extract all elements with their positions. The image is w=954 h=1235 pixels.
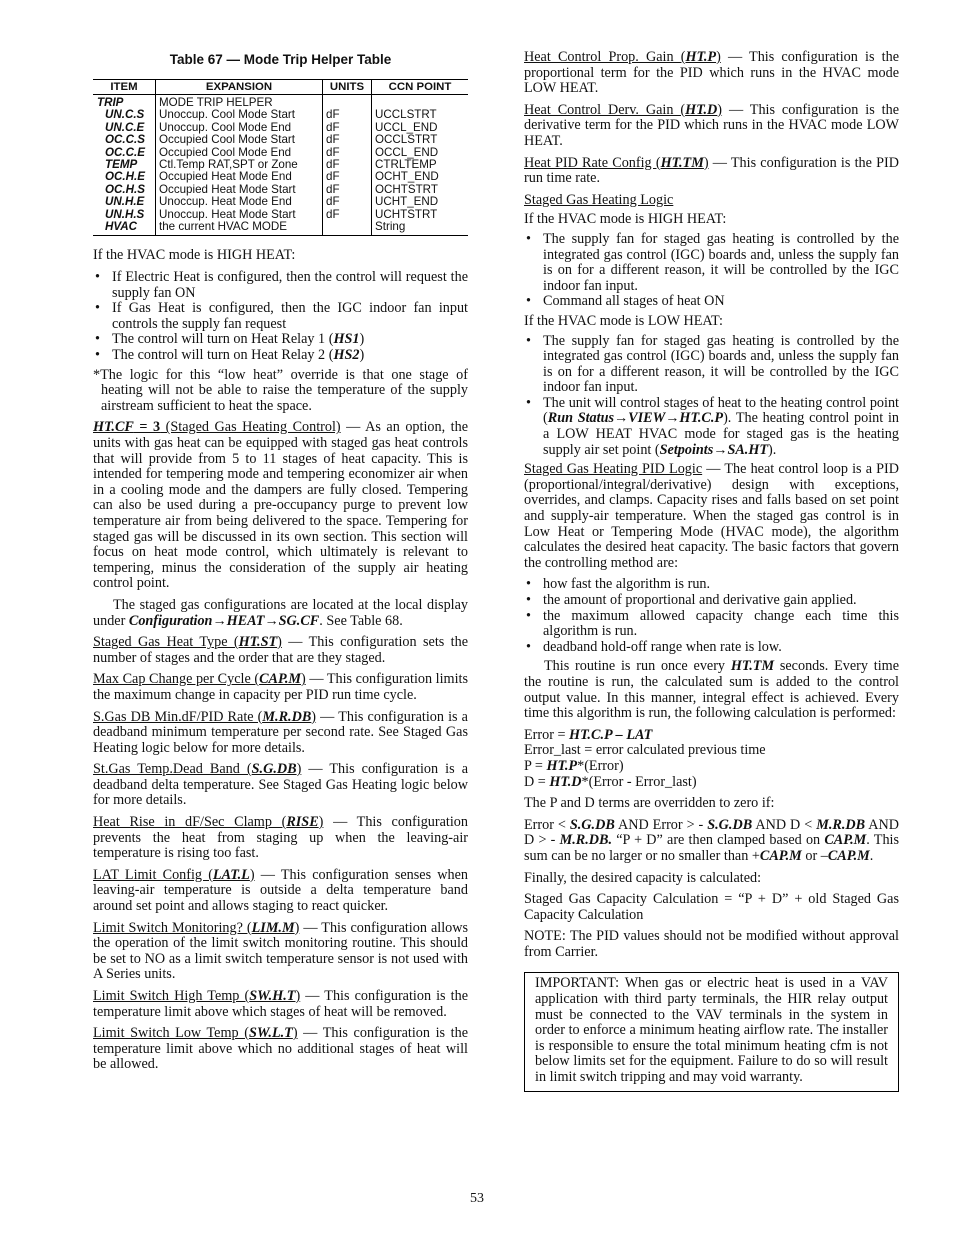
list-item: • how fast the algorithm is run.	[524, 577, 899, 593]
config-definition: Limit Switch Low Temp (SW.L.T) — This configuration is the temperature limit above which no additional stages of heat will be allowed.	[93, 1025, 468, 1073]
right-high-heat-intro: If the HVAC mode is HIGH HEAT:	[524, 211, 727, 228]
capacity-paragraph: Staged Gas Capacity Calculation = “P + D” + old Staged Gas Capacity Calculation	[524, 891, 899, 923]
note-paragraph: NOTE: The PID values should not be modified without approval from Carrier.	[524, 928, 899, 960]
list-item: • The supply fan for staged gas heating is controlled by the integrated gas control (IGC) boards and, unless the supply fan is on for a different reason, it will be controlled by the IGC indoor fan input.	[524, 334, 899, 396]
list-item: • Command all stages of heat ON	[524, 294, 899, 310]
mode-trip-table	[93, 79, 468, 237]
col-ccn-point: CCN POINT	[372, 79, 469, 94]
right-high-heat-list	[524, 232, 899, 310]
override-paragraph: Error < S.G.DB AND Error > - S.G.DB AND D < M.R.DB AND D > - M.R.DB. “P + D” are then clamped based on CAP.M. This sum can be no larger or no smaller than +CAP.M or –CAP.M.	[524, 816, 900, 864]
list-item: • The control will turn on Heat Relay 1 (HS1)	[93, 332, 468, 348]
list-item: • The supply fan for staged gas heating is controlled by the integrated gas control (IGC) boards and, unless the supply fan is on for a different reason, it will be controlled by the IGC indoor fan input.	[524, 232, 899, 294]
high-heat-intro: If the HVAC mode is HIGH HEAT:	[93, 247, 296, 264]
table-row: OC.C.S Occupied Cool Mode Start dF OCCLSTRT	[93, 134, 468, 146]
col-units: UNITS	[323, 79, 372, 94]
config-definition: Heat PID Rate Config (HT.TM) — This configuration is the PID run time rate.	[524, 154, 899, 187]
table-row: OC.H.S Occupied Heat Mode Start dF OCHTSTRT	[93, 184, 468, 196]
table-row: OC.C.E Occupied Cool Mode End dF OCCL_END	[93, 147, 468, 159]
config-definition: Staged Gas Heat Type (HT.ST) — This configuration sets the number of stages and the order that are they staged.	[93, 634, 468, 666]
config-definition: Limit Switch High Temp (SW.H.T) — This configuration is the temperature limit above which stages of heat will be removed.	[93, 988, 468, 1020]
table-row: HVAC the current HVAC MODE String	[93, 221, 468, 236]
list-item: • the maximum allowed capacity change each time this algorithm is run.	[524, 609, 899, 640]
important-notice-box	[524, 972, 899, 1091]
staged-gas-heading: Staged Gas Heating Logic	[524, 191, 674, 208]
htcf-paragraph: HT.CF = 3 (Staged Gas Heating Control) — As an option, the units with gas heat can be equipped with staged gas heat controls that will provide from 5 to 11 stages of heat capacity. This is intended for tempering mode and tempering economizer air when in a cooling mode and the dampers are fully closed. Tempering can also be used during a pre-occupancy purge to prevent low temperature air from being delivered to the space. Tempering for staged gas will be discussed in its own section. This section will focus on heat mode control, which ultimately is relevant to tempering, minus the consideration of the supply air heating control point.	[93, 419, 468, 592]
override-intro: The P and D terms are overridden to zero if:	[524, 795, 775, 812]
config-definition: Heat Control Derv. Gain (HT.D) — This configuration is the derivative term for the PID which runs in the HVAC mode LOW HEAT.	[524, 101, 899, 149]
config-definition: S.Gas DB Min.dF/PID Rate (M.R.DB) — This configuration is a deadband minimum temperature per second rate. See Staged Gas Heating logic below for more details.	[93, 708, 468, 756]
pid-factor-list	[524, 577, 899, 655]
page-number: 53	[470, 1191, 484, 1206]
config-definition: Heat Rise in dF/Sec Clamp (RISE) — This configuration prevents the heat from staging up when the leaving-air temperature is rising too fast.	[93, 814, 468, 862]
list-item: • If Electric Heat is configured, then the control will request the supply fan ON	[93, 270, 468, 301]
config-definition: St.Gas Temp.Dead Band (S.G.DB) — This configuration is a deadband delta temperature. See Staged Gas Heating logic below for more details.	[93, 761, 468, 809]
col-expansion: EXPANSION	[156, 79, 323, 94]
important-notice-text: IMPORTANT: When gas or electric heat is used in a VAV application with third party terminals, the HIR relay output must be connected to the VAV terminals in the system in order to enforce a minimum heating airflow rate. The installer is responsible to ensure the total minimum heating cfm is not below limits set for the equipment. Failure to do so will result in limit switch tripping and may void warranty.	[535, 975, 888, 1086]
table-row: TEMP Ctl.Temp RAT,SPT or Zone dF CTRLTEMP	[93, 159, 468, 171]
right-definitions	[524, 50, 899, 187]
left-column	[93, 50, 468, 1079]
table-header-row	[93, 79, 468, 94]
list-item: • deadband hold-off range when rate is low.	[524, 640, 899, 656]
table-title: Table 67 — Mode Trip Helper Table	[169, 52, 392, 67]
col-item: ITEM	[93, 79, 156, 94]
config-location-paragraph: The staged gas configurations are located at the local display under Configuration→HEAT→SG.CF. See Table 68.	[93, 596, 468, 629]
low-heat-list	[524, 334, 899, 459]
table-row: UN.C.E Unoccup. Cool Mode End dF UCCL_END	[93, 122, 468, 134]
low-heat-note: *The logic for this “low heat” override is that one stage of heating will not be able to raise the temperature of the supply airstream sufficient to heat the space.	[93, 366, 468, 414]
table-row: UN.C.S Unoccup. Cool Mode Start dF UCCLSTRT	[93, 109, 468, 121]
config-definition: Limit Switch Monitoring? (LIM.M) — This configuration allows the operation of the limit switch monitoring routine. This should be set to NO as a limit switch temperature sensor is not used with A Series units.	[93, 919, 468, 983]
list-item: • The control will turn on Heat Relay 2 (HS2)	[93, 348, 468, 364]
pid-logic-paragraph: Staged Gas Heating PID Logic — The heat control loop is a PID (proportional/integral/derivative) design with exceptions, overrides, and clamps. Capacity rises and falls based on set point and supply-air temperature. When the staged gas control is in Low Heat or Tempering Mode (HVAC mode), the algorithm calculates the desired heat capacity. The basic factors that govern the controlling method are:	[524, 461, 900, 571]
low-heat-intro: If the HVAC mode is LOW HEAT:	[524, 312, 723, 329]
config-definition: Max Cap Change per Cycle (CAP.M) — This configuration limits the maximum change in capacity per PID run time cycle.	[93, 671, 468, 703]
config-definition: Heat Control Prop. Gain (HT.P) — This configuration is the proportional term for the PID which runs in the HVAC mode LOW HEAT.	[524, 49, 899, 97]
pid-formula: Error = HT.C.P – LAT Error_last = error calculated previous time P = HT.P*(Error) D = HT.D*(Error - Error_last)	[524, 726, 766, 790]
finally-paragraph: Finally, the desired capacity is calculated:	[524, 869, 762, 886]
left-definitions	[93, 635, 468, 1073]
table-row: UN.H.E Unoccup. Heat Mode End dF UCHT_END	[93, 196, 468, 208]
right-column	[524, 50, 899, 1092]
high-heat-list	[93, 270, 468, 364]
table-row: OC.H.E Occupied Heat Mode End dF OCHT_END	[93, 171, 468, 183]
routine-paragraph: This routine is run once every HT.TM seconds. Every time the routine is run, the calculated sum is added to the control output value. In this manner, integral effect is achieved. Every time this algorithm is run, the following calculation is performed:	[524, 658, 899, 722]
table-row: UN.H.S Unoccup. Heat Mode Start dF UCHTSTRT	[93, 209, 468, 221]
list-item: • the amount of proportional and derivative gain applied.	[524, 593, 899, 609]
table-row: TRIP MODE TRIP HELPER	[93, 95, 468, 110]
config-definition: LAT Limit Config (LAT.L) — This configuration senses when leaving-air temperature is outside a delta temperature band around set point and allows staging to react quicker.	[93, 866, 468, 915]
list-item: • The unit will control stages of heat to the heating control point (Run Status→VIEW→HT.C.P). The heating control point in a LOW HEAT HVAC mode for staged gas is the heating supply air set point (Setpoints→SA.HT).	[524, 396, 899, 458]
list-item: • If Gas Heat is configured, then the IGC indoor fan input controls the supply fan request	[93, 301, 468, 332]
